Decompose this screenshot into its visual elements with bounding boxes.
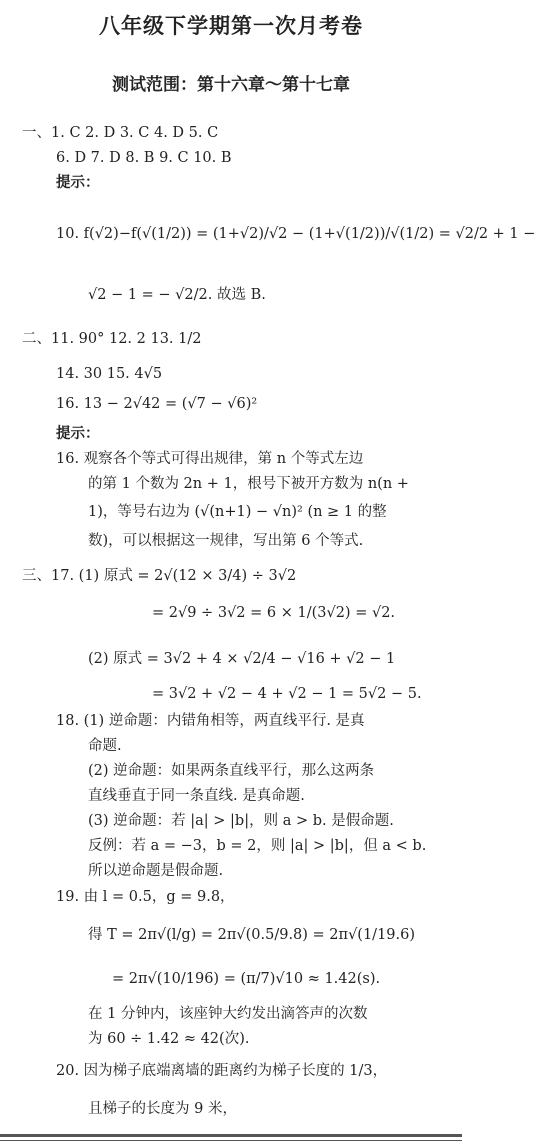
answer-line-s1b: 6. D 7. D 8. B 9. C 10. B [56,150,232,166]
answer-line-hint2: 提示： [56,426,100,442]
answer-line-q18b: 命题. [88,738,122,754]
answer-line-s2c: 16. 13 − 2√42 = (√7 − √6)² [56,396,258,412]
answer-line-q18d: 直线垂直于同一条直线. 是真命题. [88,788,305,804]
answer-line-q18g: 所以逆命题是假命题. [88,863,224,879]
answer-line-s2b: 14. 30 15. 4√5 [56,366,163,382]
answer-line-s2a: 二、11. 90° 12. 2 13. 1/2 [22,331,202,347]
answer-line-q17b: = 2√9 ÷ 3√2 = 6 × 1/(3√2) = √2. [152,605,396,621]
answer-line-h16c: 1)，等号右边为 (√(n+1) − √n)² (n ≥ 1 的整 [88,504,387,520]
answer-line-q19d: 在 1 分钟内，该座钟大约发出滴答声的次数 [88,1006,368,1022]
answer-line-q18e: (3) 逆命题：若 |a| > |b|，则 a > b. 是假命题. [88,813,394,829]
answer-line-q17d: = 3√2 + √2 − 4 + √2 − 1 = 5√2 − 5. [152,686,422,702]
answer-line-q19b: 得 T = 2π√(l/g) = 2π√(0.5/9.8) = 2π√(1/19.6) [88,927,416,943]
answer-line-h16d: 数)，可以根据这一规律，写出第 6 个等式. [88,533,364,549]
answer-line-h16a: 16. 观察各个等式可得出规律，第 n 个等式左边 [56,451,364,467]
bottom-rule-thin [0,1140,462,1141]
answer-line-q19a: 19. 由 l = 0.5，g = 9.8， [56,889,235,905]
answer-line-s1a: 一、1. C 2. D 3. C 4. D 5. C [22,125,219,141]
answer-line-q20b: 且梯子的长度为 9 米， [88,1101,237,1117]
answer-line-hint1: 提示： [56,175,100,191]
page-title: 八年级下学期第一次月考卷 [99,14,363,38]
answer-line-h16b: 的第 1 个数为 2n + 1，根号下被开方数为 n(n + [88,476,409,492]
bottom-rule-thick [0,1134,462,1137]
answer-line-q19e: 为 60 ÷ 1.42 ≈ 42(次). [88,1031,250,1047]
answer-line-q10a: 10. f(√2)−f(√(1/2)) = (1+√2)/√2 − (1+√(1/2))/√(1/2) = √2/2 + 1 − [56,226,535,242]
answer-line-q17c: (2) 原式 = 3√2 + 4 × √2/4 − √16 + √2 − 1 [88,651,396,667]
answer-line-s3a: 三、17. (1) 原式 = 2√(12 × 3/4) ÷ 3√2 [22,568,297,584]
answer-line-q10b: √2 − 1 = − √2/2. 故选 B. [88,287,266,303]
page-subtitle: 测试范围：第十六章～第十七章 [112,75,350,95]
answer-line-q20a: 20. 因为梯子底端离墙的距离约为梯子长度的 1/3， [56,1063,388,1079]
answer-line-q19c: = 2π√(10/196) = (π/7)√10 ≈ 1.42(s). [112,971,381,987]
answer-line-q18a: 18. (1) 逆命题：内错角相等，两直线平行. 是真 [56,713,365,729]
answer-line-q18f: 反例：若 a = −3，b = 2，则 |a| > |b|，但 a < b. [88,838,427,854]
answer-line-q18c: (2) 逆命题：如果两条直线平行，那么这两条 [88,763,375,779]
